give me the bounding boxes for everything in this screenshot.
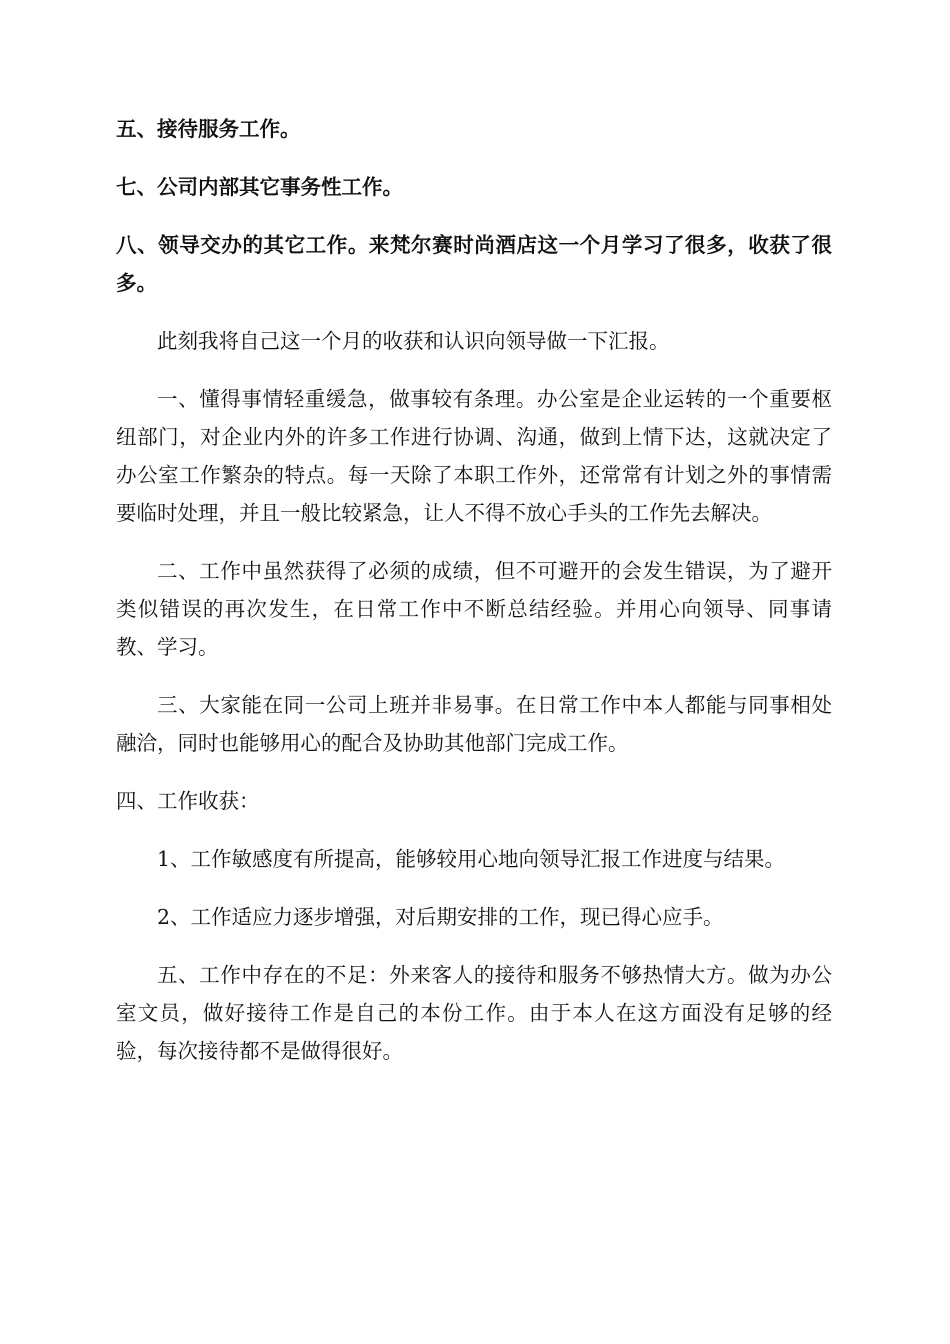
paragraph-point-one: 一、懂得事情轻重缓急，做事较有条理。办公室是企业运转的一个重要枢纽部门，对企业内外的许多工作进行协调、沟通，做到上情下达，这就决定了办公室工作繁杂的特点。每一天除了本职工作外，还常常有计划之外的事情需要临时处理，并且一般比较紧急，让人不得不放心手头的工作先去解决。 [116,387,832,525]
heading-reception-service: 五、接待服务工作。 [116,117,301,141]
paragraph-point-two: 二、工作中虽然获得了必须的成绩，但不可避开的会发生错误，为了避开类似错误的再次发生，在日常工作中不断总结经验。并用心向领导、同事请教、学习。 [116,559,832,659]
document-body [116,110,832,1070]
paragraph-gain-one: 1、工作敏感度有所提高，能够较用心地向领导汇报工作进度与结果。 [157,847,786,871]
paragraph-point-three: 三、大家能在同一公司上班并非易事。在日常工作中本人都能与同事相处融洽，同时也能够用心的配合及协助其他部门完成工作。 [116,693,832,755]
heading-internal-affairs: 七、公司内部其它事务性工作。 [116,175,403,199]
heading-leader-assigned-work: 八、领导交办的其它工作。来梵尔赛时尚酒店这一个月学习了很多，收获了很多。 [116,233,832,295]
heading-work-gains: 四、工作收获： [116,789,260,813]
paragraph-report-intro: 此刻我将自己这一个月的收获和认识向领导做一下汇报。 [157,329,670,353]
paragraph-gain-two: 2、工作适应力逐步增强，对后期安排的工作，现已得心应手。 [157,905,724,929]
paragraph-shortcomings: 五、工作中存在的不足：外来客人的接待和服务不够热情大方。做为办公室文员，做好接待工作是自己的本份工作。由于本人在这方面没有足够的经验，每次接待都不是做得很好。 [116,963,832,1063]
